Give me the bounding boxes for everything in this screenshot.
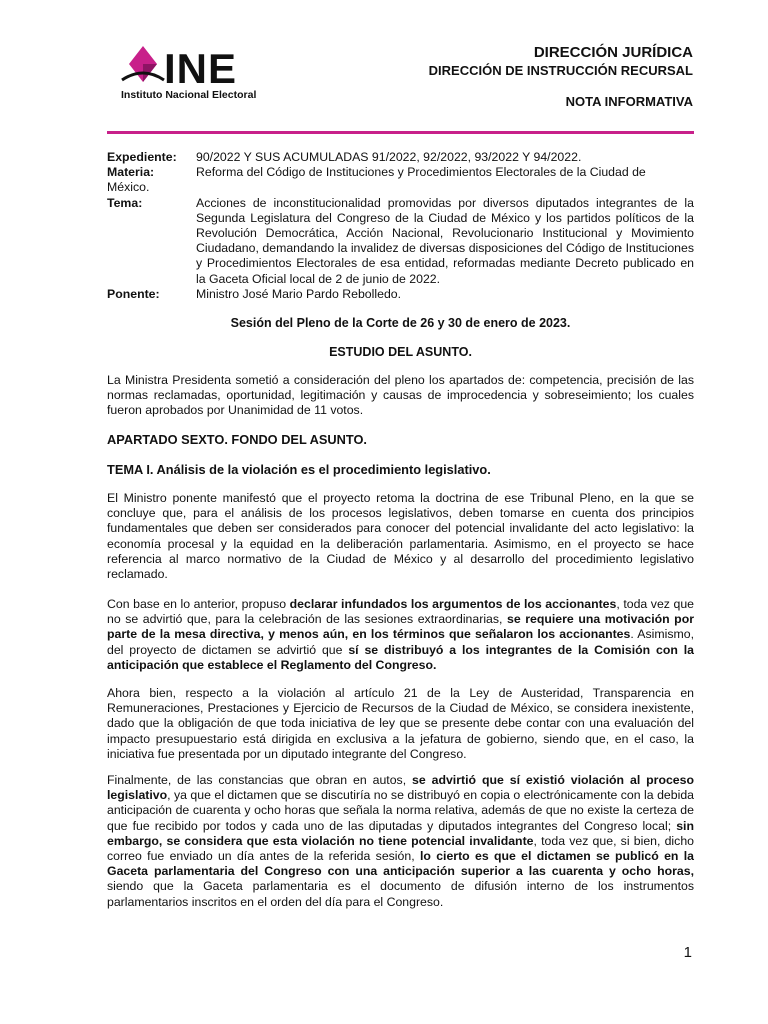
paragraph-1: El Ministro ponente manifestó que el proyecto retoma la doctrina de ese Tribunal Pleno, en la que se concluye que, para el análisis de los procesos legislativos, deben tomarse en cuenta dos principios fundamentales que deben ser considerados para conocer del potencial invalidante del acto legislativo: la economía procesal y la equidad en la deliberación parlamentaria. Asimismo, en el proyecto se hace referencia al marco normativo de la Ciudad de México y al desarrollo del procedimiento legislativo reclamado. bbox=[107, 491, 694, 582]
logo-subtitle: Instituto Nacional Electoral bbox=[121, 89, 257, 101]
ine-logo bbox=[120, 44, 280, 104]
expediente-row bbox=[107, 150, 694, 165]
tema-one-heading: TEMA I. Análisis de la violación es el procedimiento legislativo. bbox=[107, 462, 491, 477]
tema-value: Acciones de inconstitucionalidad promovidas por diversos diputados integrantes de la Segunda Legislatura del Congreso de la Ciudad de México y los partidos políticos de la Revolución Democrática, Acción Nacional, Revolucionario Institucional y Movimiento Ciudadano, demandando la invalidez de diversas disposiciones del Código de Instituciones y Procedimientos Electorales de esa entidad, reformadas mediante Decreto publicado en la Gaceta Oficial local de 2 de junio de 2022. bbox=[196, 195, 694, 286]
header-divider bbox=[107, 131, 694, 134]
case-metadata bbox=[107, 150, 694, 302]
materia-label: Materia: bbox=[107, 165, 155, 180]
logo-wordmark: INE bbox=[164, 45, 238, 92]
paragraph-4: Finalmente, de las constancias que obran en autos, se advirtió que sí existió violación al proceso legislativo, ya que el dictamen que se discutiría no se distribuyó en copia o electrónicamente con la debida anticipación de cuarenta y ocho horas que señala la norma relativa, además de que no existe la certeza de que fue recibido por todos y cada uno de las diputadas y diputados integrantes del Congreso local; sin embargo, se considera que esta violación no tiene potencial invalidante, toda vez que, si bien, dicho correo fue enviado un día antes de la referida sesión, lo cierto es que el dictamen se publicó en la Gaceta parlamentaria del Congreso con una anticipación superior a las cuarenta y ocho horas, siendo que la Gaceta parlamentaria es el documento de difusión interno de los instrumentos parlamentarios inscritos en el orden del día para el Congreso. bbox=[107, 773, 694, 909]
expediente-label: Expediente: bbox=[107, 150, 177, 164]
tema-row bbox=[107, 196, 694, 287]
ponente-row bbox=[107, 287, 694, 302]
materia-row bbox=[107, 165, 694, 195]
expediente-value: 90/2022 Y SUS ACUMULADAS 91/2022, 92/2022, 93/2022 Y 94/2022. bbox=[196, 150, 582, 164]
header-subdepartment: DIRECCIÓN DE INSTRUCCIÓN RECURSAL bbox=[428, 63, 693, 78]
tema-label: Tema: bbox=[107, 195, 143, 210]
paragraph-2: Con base en lo anterior, propuso declarar infundados los argumentos de los accionantes, toda vez que no se advirtió que, para la celebración de las sesiones extraordinarias, se requiere una motivación por parte de la mesa directiva, y menos aún, en los términos que señalaron los accionantes. Asimismo, del proyecto de dictamen se advirtió que sí se distribuyó a los integrantes de la Comisión con la anticipación que establece el Reglamento del Congreso. bbox=[107, 597, 695, 672]
ponente-label: Ponente: bbox=[107, 286, 160, 301]
materia-value-continued: México. bbox=[107, 180, 150, 195]
session-heading: Sesión del Pleno de la Corte de 26 y 30 de enero de 2023. bbox=[230, 316, 571, 330]
materia-value: Reforma del Código de Instituciones y Procedimientos Electorales de la Ciudad de bbox=[196, 165, 646, 180]
header-doc-type: NOTA INFORMATIVA bbox=[565, 94, 693, 109]
intro-paragraph: La Ministra Presidenta sometió a consideración del pleno los apartados de: competencia, precisión de las normas reclamadas, oportunidad, legitimación y causas de improcedencia y sobreseimiento; los cuales fueron aprobados por Unanimidad de 11 votos. bbox=[107, 373, 694, 418]
ine-emblem-icon bbox=[120, 44, 166, 86]
study-heading: ESTUDIO DEL ASUNTO. bbox=[329, 345, 472, 359]
ponente-value: Ministro José Mario Pardo Rebolledo. bbox=[196, 286, 402, 301]
page-number: 1 bbox=[683, 944, 692, 961]
section-heading: APARTADO SEXTO. FONDO DEL ASUNTO. bbox=[107, 432, 367, 447]
paragraph-3: Ahora bien, respecto a la violación al artículo 21 de la Ley de Austeridad, Transparencia en Remuneraciones, Prestaciones y Ejercicio de Recursos de la Ciudad de México, se considera inexistente, dado que la obligación de que toda iniciativa de ley que se presente debe contar con una evaluación del impacto presupuestario está dirigida en exclusiva a la jefatura de gobierno, siendo que, en el caso, la iniciativa fue presentada por un diputado integrante del Congreso. bbox=[107, 686, 694, 761]
header-department: DIRECCIÓN JURÍDICA bbox=[533, 44, 693, 61]
